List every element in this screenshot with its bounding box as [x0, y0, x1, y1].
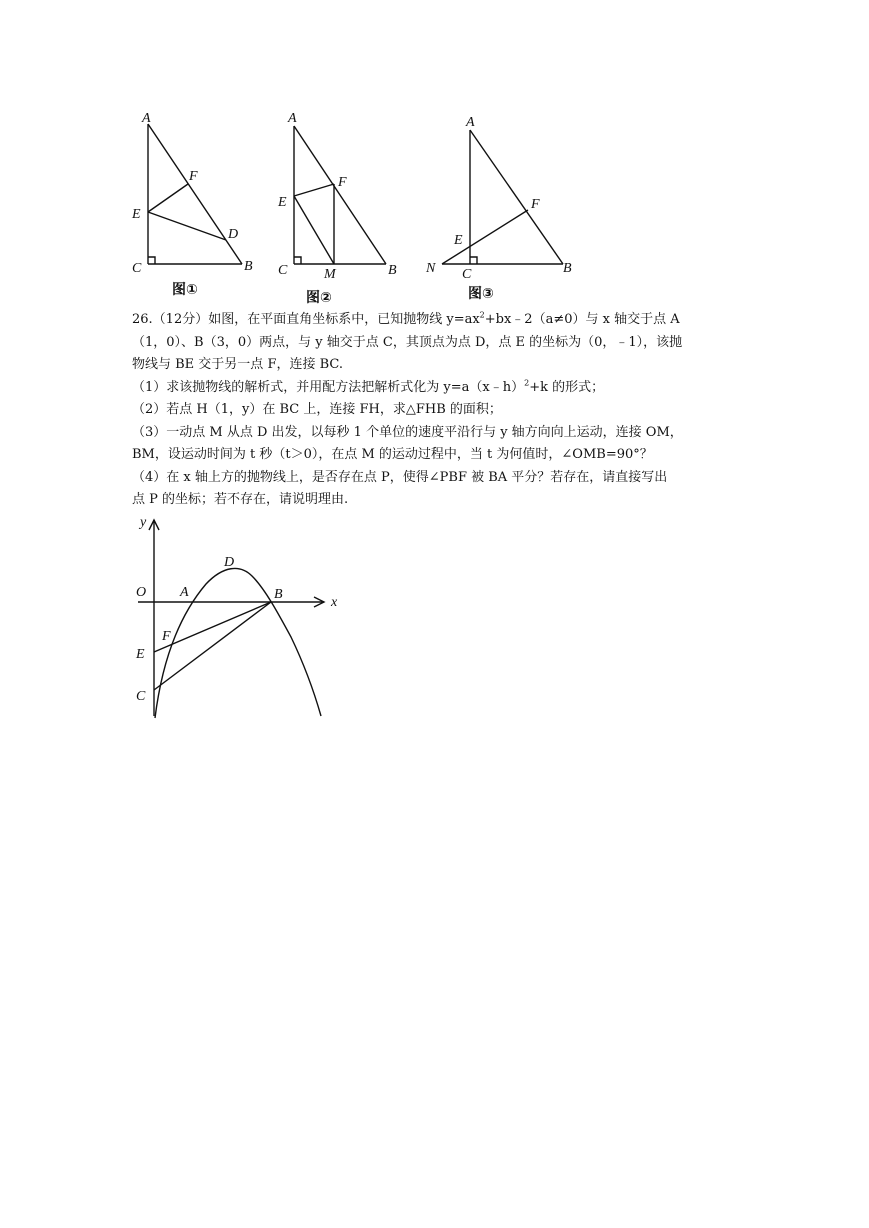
label-y: y: [140, 515, 147, 530]
question-3-line-2: BM，设运动时间为 t 秒（t＞0），在点 M 的运动过程中，当 t 为何值时，∠OMB=90°？: [132, 447, 653, 462]
label-e: E: [132, 207, 141, 222]
label-d: D: [228, 227, 239, 242]
label-f: F: [189, 169, 198, 184]
label-m: M: [324, 267, 336, 282]
label-n: N: [426, 261, 436, 276]
label-a: A: [142, 111, 151, 126]
label-b: B: [274, 587, 283, 602]
label-x: x: [331, 595, 338, 610]
problem-line-3: 物线与 BE 交于另一点 F，连接 BC.: [132, 357, 344, 372]
label-a: A: [288, 111, 297, 126]
figure-1: [128, 108, 268, 303]
question-4-line-1: （4）在 x 轴上方的抛物线上，是否存在点 P，使得∠PBF 被 BA 平分？若存在，请直接写出: [132, 469, 668, 485]
label-c: C: [278, 263, 288, 278]
label-b: B: [388, 263, 397, 278]
label-e: E: [454, 233, 463, 248]
right-angle-mark: [470, 257, 477, 264]
question-3-line-1: （3）一动点 M 从点 D 出发，以每秒 1 个单位的速度平沿行与 y 轴方向向上运动，连接 OM，: [132, 424, 683, 440]
label-b: B: [563, 261, 572, 276]
figure-2: [274, 106, 414, 306]
label-f: F: [338, 175, 347, 190]
figure-3: [420, 110, 580, 305]
question-2: （2）若点 H（1，y）在 BC 上，连接 FH，求△FHB 的面积；: [132, 402, 502, 417]
label-f: F: [531, 197, 540, 212]
label-c: C: [462, 267, 472, 282]
segment-ab: [470, 130, 563, 264]
label-c: C: [132, 261, 142, 276]
problem-line-1: 26.（12分）如图，在平面直角坐标系中，已知抛物线 $y=ax^2+bx﹣2(a\ne 0)$与 x 轴交于点 A: [132, 310, 680, 327]
problem-26: [132, 309, 742, 512]
segment-ef: [294, 184, 334, 196]
question-1: （1）求该抛物线的解析式，并用配方法把解析式化为 y=a（x﹣h）$^2$+k 的形式；: [132, 378, 605, 395]
problem-line-2: （1，0）、B（3，0）两点，与 y 轴交于点 C，其顶点为点 D，点 E 的坐标为（0，﹣1），该抛: [132, 334, 683, 350]
segment-ef: [148, 184, 188, 212]
label-a: A: [180, 585, 189, 600]
segment-ab: [148, 124, 242, 264]
label-o: O: [136, 585, 147, 600]
label-a: A: [466, 115, 475, 130]
label-e: E: [278, 195, 287, 210]
label-e: E: [136, 647, 145, 662]
label-b: B: [244, 259, 253, 274]
label-c: C: [136, 689, 146, 704]
segment-ed: [148, 212, 226, 240]
right-angle-mark: [148, 257, 155, 264]
figure-2-caption: 图②: [306, 290, 332, 306]
figure-3-caption: 图③: [468, 286, 494, 302]
question-4-line-2: 点 P 的坐标；若不存在，请说明理由.: [132, 492, 349, 507]
label-f: F: [162, 629, 171, 644]
segment-ab: [294, 126, 386, 264]
coordinate-figure: [128, 512, 348, 722]
right-angle-mark: [294, 257, 301, 264]
segment-be: [154, 602, 271, 652]
figure-1-caption: 图①: [172, 282, 198, 298]
label-d: D: [224, 555, 235, 570]
segment-em: [294, 196, 334, 264]
